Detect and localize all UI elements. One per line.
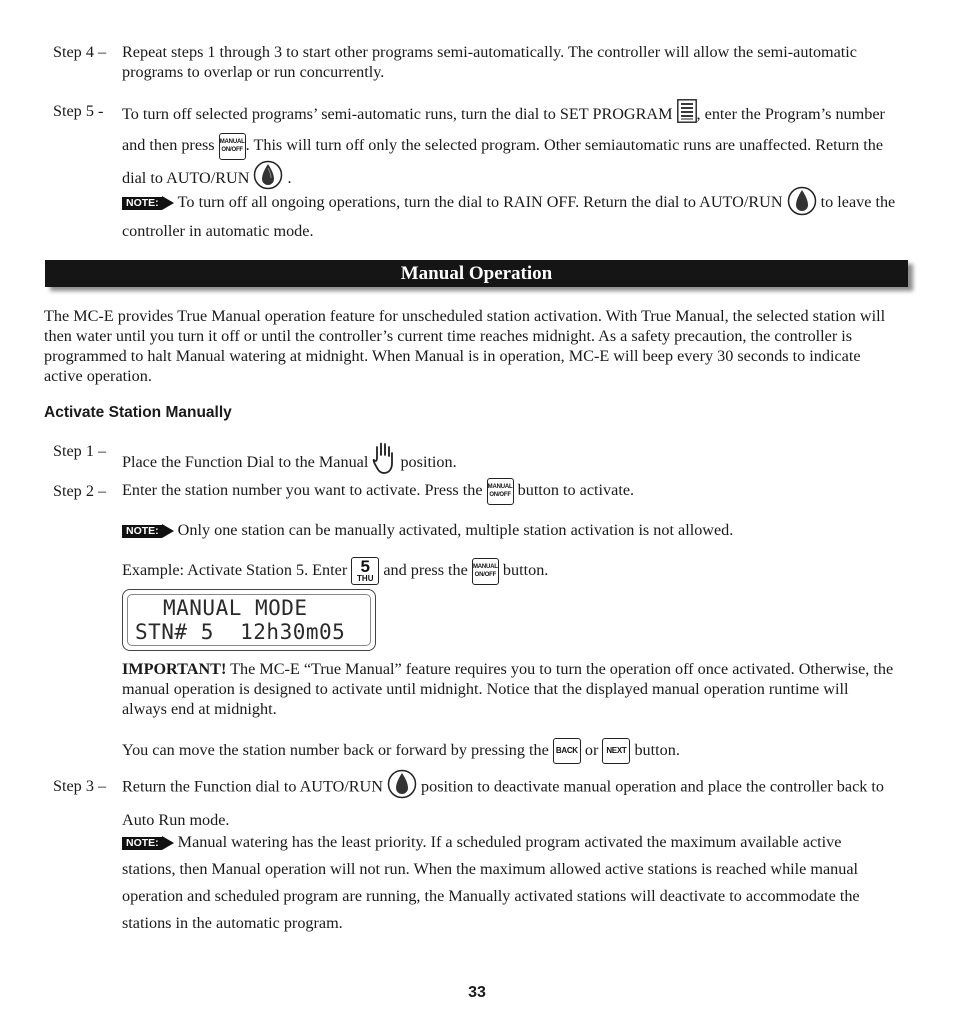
note-1 <box>122 186 896 241</box>
note-3-text: Manual watering has the least priority. If a scheduled program activated the maximum available active stations, then Manual operation will not run. When the maximum allowed active stations is reached while manual operation and scheduled program are running, the Manually activated stations will deactivate to accommodate the stations in the automatic program. <box>122 833 860 932</box>
manual-on-off-button-icon <box>219 133 246 160</box>
important-label: IMPORTANT! <box>122 660 227 678</box>
example-text-b: and press the <box>383 561 468 579</box>
page-number: 33 <box>468 984 486 1001</box>
step-3-text-b: position to deactivate manual operation and place the controller back to Auto Run mode. <box>122 777 885 829</box>
step-1-text <box>122 441 896 480</box>
note-2 <box>122 520 896 540</box>
step-2-label: Step 2 – <box>53 482 107 500</box>
manual-icon-label-top: MANUAL <box>487 484 513 490</box>
step-3-text <box>122 769 896 833</box>
manual-icon-label-bottom: ON/OFF <box>489 492 511 498</box>
section-header-manual-operation: Manual Operation <box>45 260 908 287</box>
subheading-activate-station: Activate Station Manually <box>44 404 232 421</box>
note-3 <box>122 829 896 937</box>
step-4-text: Repeat steps 1 through 3 to start other programs semi-automatically. The controller will allow the semi-automatic programs to overlap or run concurrently. <box>122 43 857 81</box>
note-badge: NOTE: <box>122 837 162 850</box>
step-1-label: Step 1 – <box>53 442 107 460</box>
step-3-label: Step 3 – <box>53 777 107 795</box>
step-5-text-d: . <box>287 169 292 187</box>
back-button-icon: BACK <box>553 738 581 764</box>
move-text-c: button. <box>634 741 680 759</box>
note-2-text: Only one station can be manually activated, multiple station activation is not allowed. <box>177 521 734 539</box>
step-2-text-b: button to activate. <box>517 481 635 500</box>
move-station-line <box>122 737 896 764</box>
five-icon-sub: THU <box>357 574 374 584</box>
five-thu-button-icon <box>351 557 379 585</box>
lcd-display <box>122 589 376 651</box>
lcd-line-2: STN# 5 12h30m05 <box>135 620 346 644</box>
example-line <box>122 556 896 585</box>
important-paragraph <box>122 659 896 719</box>
step-2-text-a: Enter the station number you want to activate. Press the <box>122 481 483 500</box>
step-5-text-c: . This will turn off only the selected program. Other semiautomatic runs are unaffected. Return the dial to AUTO/RUN <box>122 136 884 187</box>
step-3-text-a: Return the Function dial to AUTO/RUN <box>122 777 383 796</box>
set-program-icon <box>677 99 697 132</box>
note-1-text-b: to leave the controller in automatic mode. <box>122 193 896 240</box>
note-badge: NOTE: <box>122 197 162 210</box>
example-text-a: Example: Activate Station 5. Enter <box>122 561 348 579</box>
manual-icon-label-bottom: ON/OFF <box>474 571 497 578</box>
step-1-text-a: Place the Function Dial to the Manual <box>122 453 369 471</box>
step-5-text-b: , enter the Program’s number and then press <box>122 105 885 154</box>
five-icon-number: 5 <box>360 557 370 577</box>
intro-paragraph: The MC-E provides True Manual operation feature for unscheduled station activation. With True Manual, the selected station will then water until you turn it off or until the controller’s current time reaches midnight. As a safety precaution, the controller is programmed to halt Manual watering at midnight. When Manual is in operation, MC-E will beep every 30 seconds to indicate active operation. <box>44 307 886 385</box>
step-2-text <box>122 478 896 505</box>
manual-icon-label-bottom: ON/OFF <box>221 146 243 153</box>
note-1-text-a: To turn off all ongoing operations, turn the dial to RAIN OFF. Return the dial to AUTO/RUN <box>177 193 783 212</box>
manual-hand-icon <box>372 441 396 480</box>
manual-on-off-button-icon <box>487 478 514 505</box>
move-text-a: You can move the station number back or forward by pressing the <box>122 741 549 759</box>
step-5-text-a: To turn off selected programs’ semi-automatic runs, turn the dial to SET PROGRAM <box>122 105 673 124</box>
example-text-c: button. <box>502 561 549 579</box>
note-badge: NOTE: <box>122 525 162 538</box>
important-text: The MC-E “True Manual” feature requires you to turn the operation off once activated. Otherwise, the manual operation is designed to activate until midnight. Notice that the displayed manual operation runtime will always end at midnight. <box>122 660 894 718</box>
manual-on-off-button-icon <box>472 558 499 585</box>
move-text-b: or <box>584 741 599 759</box>
auto-run-dial-icon <box>387 769 417 807</box>
next-button-icon: NEXT <box>602 738 630 764</box>
step-5-text <box>122 99 896 199</box>
step-5-label: Step 5 - <box>53 102 104 120</box>
manual-icon-label-top: MANUAL <box>472 563 498 570</box>
auto-run-dial-icon <box>787 186 817 221</box>
step-1-text-b: position. <box>400 453 457 471</box>
manual-icon-label-top: MANUAL <box>219 138 245 145</box>
step-4-label: Step 4 – <box>53 43 107 61</box>
lcd-line-1: MANUAL MODE <box>163 596 308 620</box>
